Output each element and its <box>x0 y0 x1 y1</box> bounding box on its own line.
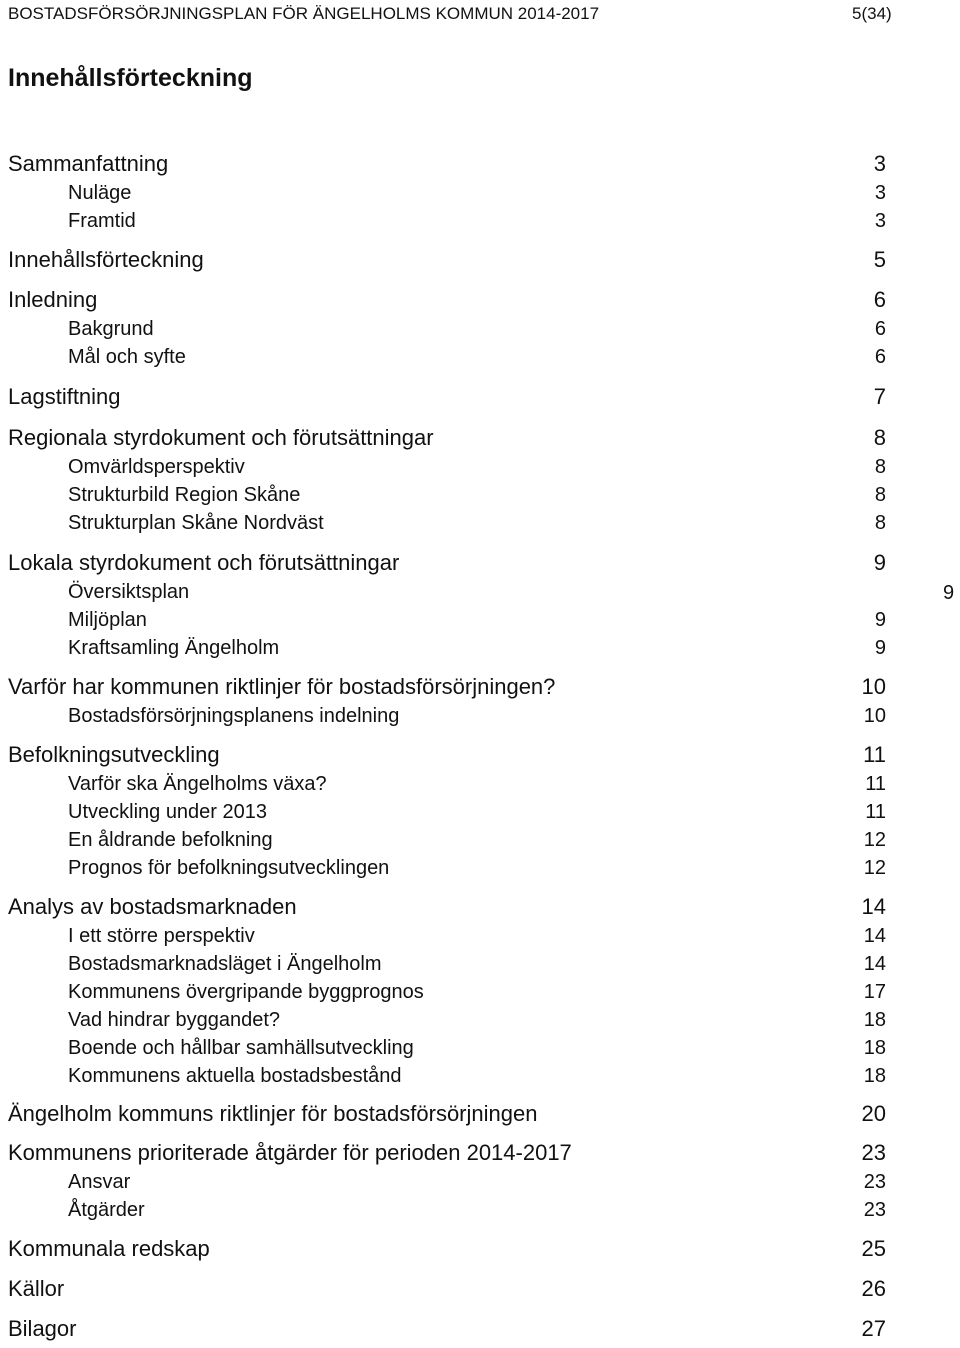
toc-entry-page: 23 <box>863 1199 886 1221</box>
toc-entry-label: Kommunens aktuella bostadsbestånd <box>68 1065 402 1087</box>
toc-entry[interactable] <box>0 1103 960 1133</box>
toc-entry-label: Ansvar <box>68 1171 131 1193</box>
toc-entry-label: Miljöplan <box>68 609 147 631</box>
toc-entry-label: Bakgrund <box>68 318 154 340</box>
toc-entry-label: Innehållsförteckning <box>8 247 204 272</box>
toc-entry-label: Strukturbild Region Skåne <box>68 484 301 506</box>
toc-stray-page-number: 9 <box>943 582 955 604</box>
toc-entry-label: Mål och syfte <box>68 346 186 368</box>
toc-entry-label: Kommunala redskap <box>8 1236 210 1261</box>
toc-entry-page: 11 <box>865 773 886 795</box>
toc-entry-page: 14 <box>861 894 886 919</box>
toc-entry-page: 6 <box>874 346 886 368</box>
toc-entry-label: Nuläge <box>68 182 132 204</box>
toc-heading: Innehållsförteckning <box>8 64 253 92</box>
toc-entry[interactable] <box>0 676 960 706</box>
toc-entry[interactable] <box>0 386 960 416</box>
toc-entry-page: 9 <box>874 609 886 631</box>
toc-entry-label: Strukturplan Skåne Nordväst <box>68 512 324 534</box>
toc-entry[interactable] <box>0 896 960 926</box>
toc-entry[interactable] <box>0 457 960 487</box>
toc-entry-page: 3 <box>874 210 886 232</box>
toc-entry[interactable] <box>0 427 960 457</box>
toc-entry-page: 10 <box>861 674 886 699</box>
toc-entry-label: Lokala styrdokument och förutsättningar <box>8 550 400 575</box>
toc-entry-label: Lagstiftning <box>8 384 121 409</box>
toc-entry-label: Bostadsförsörjningsplanens indelning <box>68 705 400 727</box>
toc-entry[interactable] <box>0 638 960 668</box>
toc-entry-page: 11 <box>863 742 886 767</box>
toc-entry[interactable] <box>0 1238 960 1268</box>
toc-entry-label: Varför ska Ängelholms växa? <box>68 773 327 795</box>
toc-entry-page: 18 <box>863 1009 886 1031</box>
toc-entry-page: 8 <box>874 456 886 478</box>
toc-entry-page: 6 <box>874 318 886 340</box>
toc-entry-page: 9 <box>874 637 886 659</box>
toc-entry-page: 26 <box>861 1276 886 1301</box>
toc-entry-page: 5 <box>873 247 886 272</box>
toc-entry[interactable] <box>0 289 960 319</box>
toc-entry-label: Regionala styrdokument och förutsättningar <box>8 425 434 450</box>
toc-entry-page: 7 <box>873 384 886 409</box>
toc-entry-label: Vad hindrar byggandet? <box>68 1009 281 1031</box>
toc-entry-page: 27 <box>861 1316 886 1341</box>
toc-entry[interactable] <box>0 774 960 804</box>
toc-entry-label: Källor <box>8 1276 65 1301</box>
toc-entry-label: I ett större perspektiv <box>68 925 255 947</box>
toc-entry[interactable] <box>0 1038 960 1068</box>
toc-entry[interactable] <box>0 552 960 582</box>
toc-entry-label: Prognos för befolkningsutvecklingen <box>68 857 390 879</box>
toc-entry-page: 6 <box>873 287 886 312</box>
toc-entry[interactable] <box>0 485 960 515</box>
toc-entry-label: Utveckling under 2013 <box>68 801 268 823</box>
toc-entry-page: 8 <box>873 425 886 450</box>
toc-entry-label: Kommunens prioriterade åtgärder för perioden 2014-2017 <box>8 1140 572 1165</box>
toc-entry-page: 17 <box>863 981 886 1003</box>
toc-entry-page: 9 <box>873 550 886 575</box>
toc-entry[interactable] <box>0 982 960 1012</box>
toc-entry-page: 18 <box>863 1065 886 1087</box>
toc-entry-label: Sammanfattning <box>8 151 169 176</box>
toc-entry[interactable] <box>0 858 960 888</box>
toc-entry-label: Varför har kommunen riktlinjer för bostadsförsörjningen? <box>8 674 556 699</box>
toc-entry[interactable] <box>0 802 960 832</box>
toc-entry-label: En åldrande befolkning <box>68 829 273 851</box>
toc-entry-label: Kraftsamling Ängelholm <box>68 637 280 659</box>
toc-entry-page: 14 <box>863 953 886 975</box>
toc-entry[interactable] <box>0 582 960 612</box>
toc-entry-label: Framtid <box>68 210 136 232</box>
toc-entry[interactable] <box>0 211 960 241</box>
toc-entry-label: Bostadsmarknadsläget i Ängelholm <box>68 953 382 975</box>
toc-entry-page: 12 <box>863 829 886 851</box>
toc-entry-page: 25 <box>861 1236 886 1261</box>
toc-entry[interactable] <box>0 1010 960 1040</box>
toc-entry[interactable] <box>0 347 960 377</box>
toc-entry-page: 20 <box>861 1101 886 1126</box>
toc-entry-page: 14 <box>863 925 886 947</box>
toc-entry-page: 3 <box>873 151 886 176</box>
toc-entry-label: Åtgärder <box>68 1199 145 1221</box>
toc-entry-label: Kommunens övergripande byggprognos <box>68 981 424 1003</box>
toc-entry-page: 12 <box>863 857 886 879</box>
page-number: 5(34) <box>852 4 892 23</box>
toc-entry[interactable] <box>0 610 960 640</box>
toc-entry[interactable] <box>0 1066 960 1096</box>
toc-entry-page: 8 <box>874 484 886 506</box>
toc-entry-page: 8 <box>874 512 886 534</box>
toc-entry-label: Inledning <box>8 287 98 312</box>
toc-entry[interactable] <box>0 830 960 860</box>
toc-entry-label: Omvärldsperspektiv <box>68 456 245 478</box>
toc-entry-label: Boende och hållbar samhällsutveckling <box>68 1037 414 1059</box>
toc-entry-label: Bilagor <box>8 1316 77 1341</box>
toc-entry[interactable] <box>0 954 960 984</box>
toc-entry[interactable] <box>0 1142 960 1172</box>
toc-entry[interactable] <box>0 153 960 183</box>
toc-entry[interactable] <box>0 1200 960 1230</box>
toc-entry-page: 18 <box>863 1037 886 1059</box>
toc-entry[interactable] <box>0 926 960 956</box>
toc-entry[interactable] <box>0 319 960 349</box>
toc-entry-page: 23 <box>863 1171 886 1193</box>
toc-entry[interactable] <box>0 249 960 279</box>
document-header-title: BOSTADSFÖRSÖRJNINGSPLAN FÖR ÄNGELHOLMS KOMMUN 2014-2017 <box>8 4 600 23</box>
toc-entry-label: Översiktsplan <box>68 581 190 603</box>
toc-entry-page: 10 <box>863 705 886 727</box>
toc-entry[interactable] <box>0 1172 960 1202</box>
toc-entry-label: Analys av bostadsmarknaden <box>8 894 297 919</box>
toc-entry[interactable] <box>0 706 960 736</box>
toc-entry-label: Befolkningsutveckling <box>8 742 220 767</box>
toc-entry[interactable] <box>0 744 960 774</box>
toc-entry-page: 23 <box>861 1140 886 1165</box>
toc-entry-page: 11 <box>865 801 886 823</box>
toc-entry[interactable] <box>0 513 960 543</box>
toc-entry-page: 3 <box>874 182 886 204</box>
toc-entry[interactable] <box>0 1278 960 1308</box>
toc-entry[interactable] <box>0 183 960 213</box>
toc-entry-label: Ängelholm kommuns riktlinjer för bostadsförsörjningen <box>8 1101 538 1126</box>
